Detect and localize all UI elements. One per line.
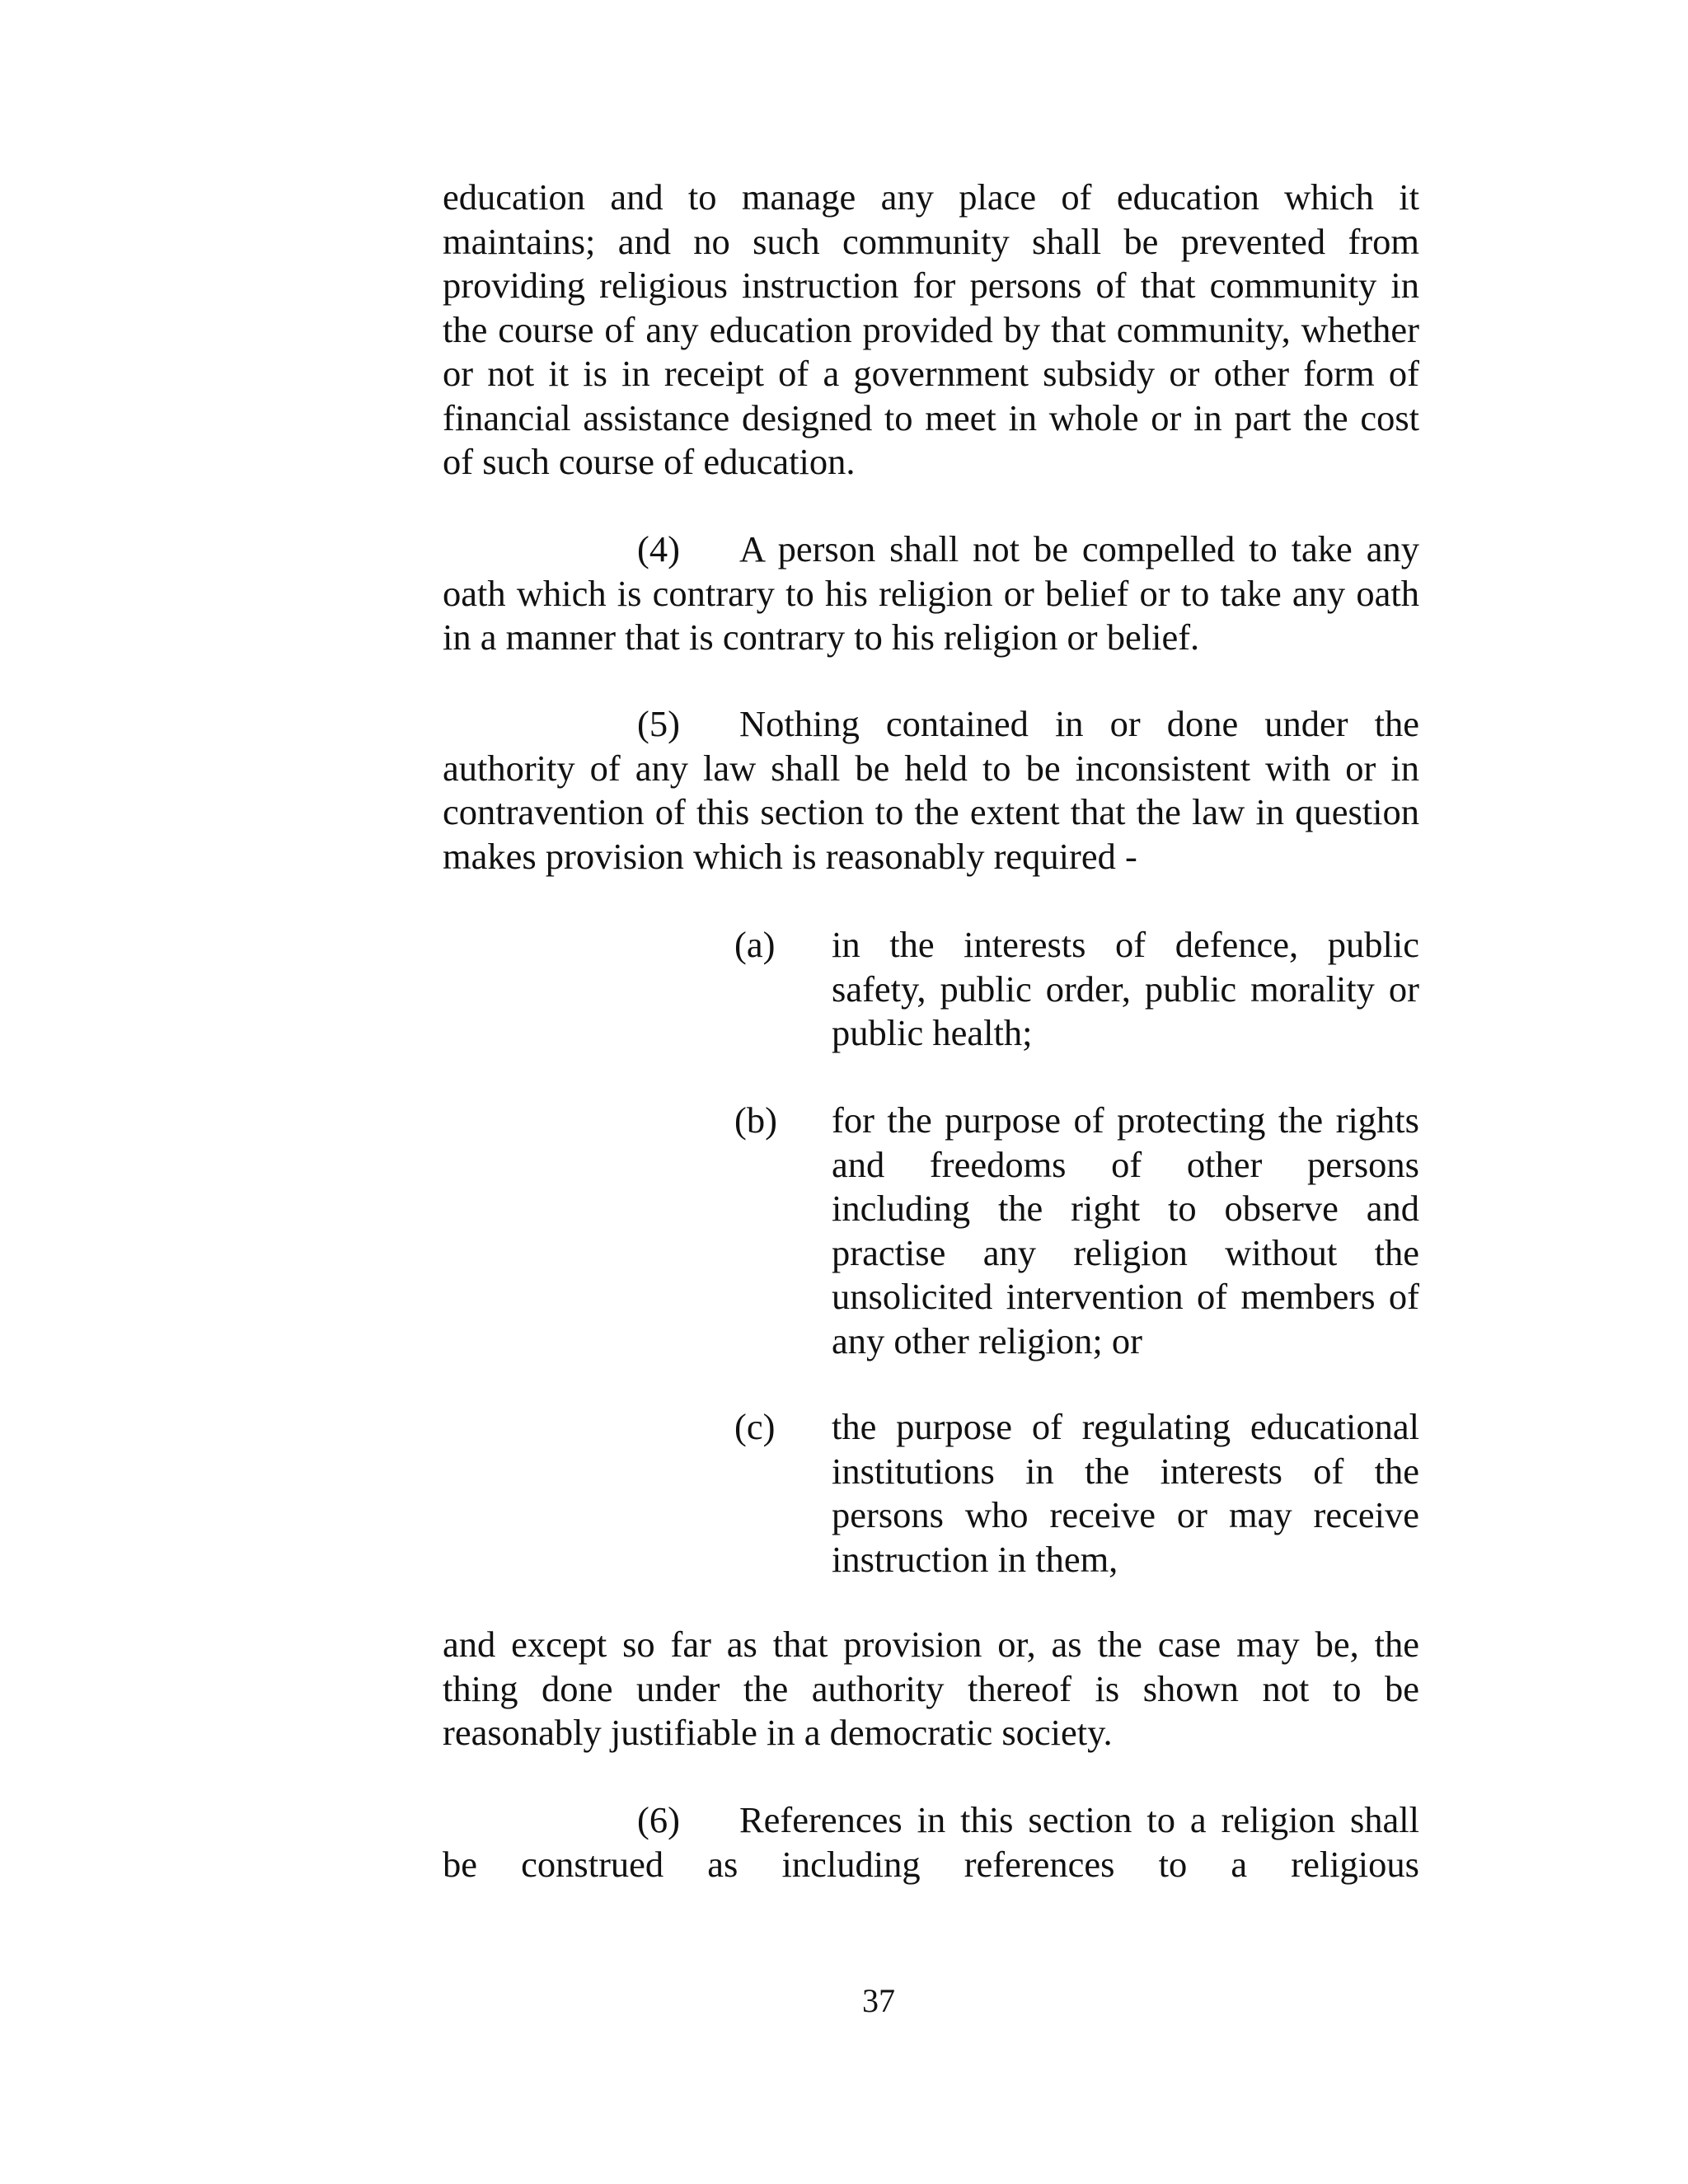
subsection-6-text: References in this section to a religion shall be construed as including references to a religious xyxy=(443,1799,1419,1885)
item-b-label: (b) xyxy=(734,1099,777,1141)
item-a-text: in the interests of defence, public safety, public order, public morality or public health; xyxy=(832,924,1419,1053)
subsection-4 xyxy=(443,527,1419,660)
subsection-4-text: A person shall not be compelled to take any oath which is contrary to his religion or belief or to take any oath in a manner that is contrary to his religion or belief. xyxy=(443,528,1419,658)
item-c-label: (c) xyxy=(734,1406,776,1447)
item-a-label: (a) xyxy=(734,924,776,965)
subsection-6-number: (6) xyxy=(637,1799,680,1840)
item-b-text: for the purpose of protecting the rights and freedoms of other persons including the right to observe and practise any religion without the unsolicited intervention of members of any other religion; or xyxy=(832,1099,1419,1361)
subsection-5 xyxy=(443,702,1419,879)
subsection-5-number: (5) xyxy=(637,703,680,744)
page-number: 37 xyxy=(862,1982,895,2019)
subsection-6 xyxy=(443,1798,1419,1886)
continuation-paragraph: education and to manage any place of education which it maintains; and no such community shall be prevented from providing religious instruction for persons of that community in the course of any education provided by that community, whether or not it is in receipt of a government subsidy or other form of financial assistance designed to meet in whole or in part the cost of such course of education. xyxy=(443,176,1419,482)
subsection-5-text: Nothing contained in or done under the authority of any law shall be held to be inconsistent with or in contravention of this section to the extent that the law in question makes provision which is reasonably required - xyxy=(443,703,1419,877)
item-c-text: the purpose of regulating educational institutions in the interests of the persons who receive or may receive instruction in them, xyxy=(832,1406,1419,1580)
subsection-4-number: (4) xyxy=(637,528,680,569)
subsection-5-closing-text: and except so far as that provision or, as the case may be, the thing done under the authority thereof is shown not to be reasonably justifiable in a democratic society. xyxy=(443,1624,1419,1753)
